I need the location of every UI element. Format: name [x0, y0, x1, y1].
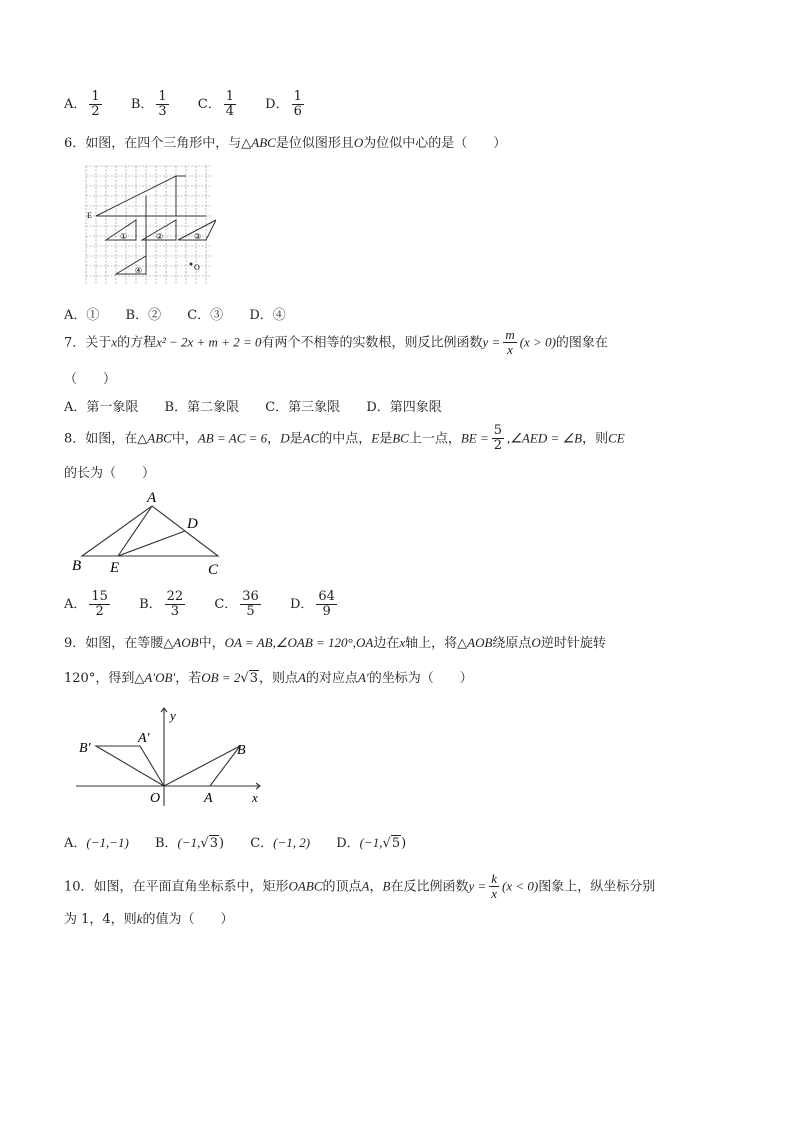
q7-option-b: B．第二象限: [164, 400, 240, 415]
label-y: y: [170, 708, 176, 723]
q5-option-c: C． $\frac{1}{4}$: [197, 89, 235, 120]
q9-option-b: B．(−1,√3): [154, 835, 225, 851]
label-d: D: [187, 516, 198, 532]
q9-stem-line2: 120°，得到△A′OB′，若OB = 2√3，则点A的对应点A′的坐标为（ ）: [64, 670, 473, 686]
q9-option-a: A．(−1,−1): [64, 835, 129, 851]
q7-answer-blank: （ ）: [64, 372, 117, 387]
label-a: A: [204, 791, 213, 806]
q6-option-d: D．④: [249, 308, 286, 323]
q6-option-b: B．②: [125, 308, 162, 323]
q5-option-b: B． $\frac{1}{3}$: [130, 89, 167, 120]
label-3: ③: [194, 232, 202, 241]
label-2: ②: [156, 232, 164, 241]
center-point-o: [190, 263, 193, 266]
q7-options: [64, 396, 464, 415]
triangle-aprime-obprime: [96, 746, 164, 786]
q10-stem: 10．如图，在平面直角坐标系中，矩形OABC的顶点A，B在反比例函数y = $\frac{k}{x}$ (x < 0)图象上，纵坐标分别: [64, 871, 656, 902]
q6-figure: [82, 162, 216, 288]
q9-options: [64, 832, 428, 851]
label-c: C: [208, 562, 219, 578]
q9-stem: 9．如图，在等腰△AOB中，OA = AB,∠OAB = 120°,OA边在x轴上，将△AOB绕原点O逆时针旋转: [64, 635, 606, 651]
label-b: B: [237, 743, 246, 758]
q8-option-c: C． $\frac{36}{5}$: [214, 589, 259, 620]
q8-options: [64, 590, 362, 620]
label-4: ④: [135, 266, 143, 275]
triangle-aob: [164, 746, 240, 786]
q6-options: [64, 304, 308, 323]
q9-option-d: D．(−1,√5): [336, 835, 407, 851]
q8-option-a: A． $\frac{15}{2}$: [64, 589, 108, 620]
label-b-prime: B′: [79, 741, 91, 756]
q8-figure: [70, 488, 230, 578]
label-x: x: [252, 790, 258, 805]
q10-stem-line2: 为 1，4，则k的值为（ ）: [64, 911, 234, 927]
label-a: A: [147, 490, 157, 506]
q6-stem: 6．如图，在四个三角形中，与△ABC是位似图形且O为位似中心的是（ ）: [64, 135, 507, 151]
q7-option-d: D．第四象限: [366, 400, 442, 415]
q5-option-a: A． $\frac{1}{2}$: [64, 89, 100, 120]
q5-options: [64, 90, 329, 120]
q8-stem: 8．如图，在△ABC中，AB = AC = 6，D是AC的中点，E是BC上一点，BE = $\frac{5}{2}$ ,∠AED = ∠B，则CE: [64, 423, 625, 454]
q8-stem-line2: 的长为（ ）: [64, 466, 156, 481]
label-e: E: [87, 211, 92, 220]
q5-option-d: D． $\frac{1}{6}$: [265, 89, 302, 120]
label-1: ①: [120, 232, 128, 241]
q6-option-c: C．③: [187, 308, 224, 323]
label-b: B: [72, 558, 82, 574]
q9-option-c: C．(−1, 2): [250, 835, 311, 851]
q7-stem: 7．关于x的方程x² − 2x + m + 2 = 0有两个不相等的实数根，则反比例函数y = $\frac{m}{x}$ (x > 0)的图象在: [64, 327, 608, 358]
q8-option-b: B． $\frac{22}{3}$: [139, 589, 184, 620]
q9-figure: [74, 702, 270, 810]
q8-option-d: D． $\frac{64}{9}$: [289, 589, 335, 620]
label-a-prime: A′: [138, 731, 150, 746]
label-o: O: [150, 791, 161, 806]
q7-option-c: C．第三象限: [265, 400, 341, 415]
q6-option-a: A．①: [64, 308, 100, 323]
q7-option-a: A．第一象限: [64, 400, 139, 415]
label-o: O: [194, 263, 200, 272]
label-e: E: [110, 560, 120, 576]
